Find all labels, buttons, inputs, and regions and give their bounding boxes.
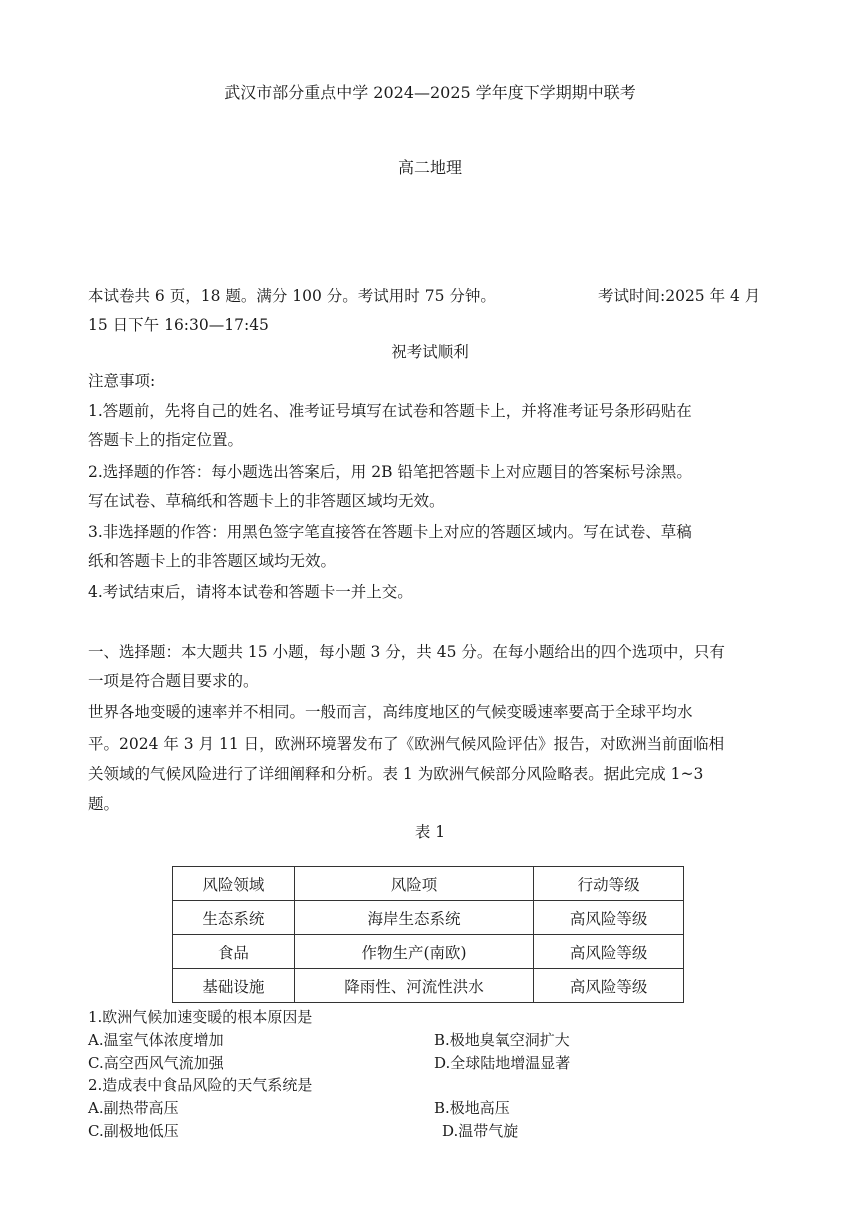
table-header-cell: 风险领域 bbox=[173, 867, 295, 901]
table-header-row bbox=[173, 867, 684, 901]
passage-line: 题。 bbox=[88, 795, 120, 813]
table-header-cell: 风险项 bbox=[294, 867, 534, 901]
notice-line: 写在试卷、草稿纸和答题卡上的非答题区域均无效。 bbox=[88, 492, 445, 510]
question-option: A.温室气体浓度增加 bbox=[88, 1031, 224, 1049]
notice-line: 3.非选择题的作答：用黑色签字笔直接答在答题卡上对应的答题区域内。写在试卷、草稿 bbox=[88, 523, 692, 541]
passage-line: 关领域的气候风险进行了详细阐释和分析。表 1 为欧洲气候部分风险略表。据此完成 1~3 bbox=[88, 765, 704, 783]
question-stem: 2.造成表中食品风险的天气系统是 bbox=[88, 1076, 313, 1094]
notice-line: 4.考试结束后，请将本试卷和答题卡一并上交。 bbox=[88, 583, 413, 601]
question-option: D.全球陆地增温显著 bbox=[434, 1054, 571, 1072]
table-cell: 高风险等级 bbox=[534, 935, 684, 969]
exam-time-continued: 15 日下午 16:30—17:45 bbox=[88, 316, 269, 334]
notice-heading: 注意事项: bbox=[88, 372, 156, 390]
notice-line: 纸和答题卡上的非答题区域均无效。 bbox=[88, 552, 337, 570]
blessing: 祝考试顺利 bbox=[391, 343, 469, 361]
table-header-cell: 行动等级 bbox=[534, 867, 684, 901]
question-stem: 1.欧洲气候加速变暖的根本原因是 bbox=[88, 1008, 313, 1026]
risk-table bbox=[172, 866, 684, 1003]
notice-line: 2.选择题的作答：每小题选出答案后，用 2B 铅笔把答题卡上对应题目的答案标号涂黑。 bbox=[88, 463, 692, 481]
question-option: B.极地臭氧空洞扩大 bbox=[434, 1031, 570, 1049]
table-cell: 生态系统 bbox=[173, 901, 295, 935]
table-caption: 表 1 bbox=[414, 823, 446, 841]
table-cell: 高风险等级 bbox=[534, 969, 684, 1003]
table-row bbox=[173, 969, 684, 1003]
table-cell: 食品 bbox=[173, 935, 295, 969]
question-option: B.极地高压 bbox=[434, 1099, 510, 1117]
table-cell: 基础设施 bbox=[173, 969, 295, 1003]
exam-title: 武汉市部分重点中学 2024—2025 学年度下学期期中联考 bbox=[224, 83, 636, 102]
question-option: D.温带气旋 bbox=[442, 1122, 519, 1140]
table-row bbox=[173, 901, 684, 935]
passage-line: 世界各地变暖的速率并不相同。一般而言，高纬度地区的气候变暖速率要高于全球平均水 bbox=[88, 703, 693, 721]
table-cell: 高风险等级 bbox=[534, 901, 684, 935]
section-intro: 一项是符合题目要求的。 bbox=[88, 672, 259, 690]
notice-line: 1.答题前，先将自己的姓名、准考证号填写在试卷和答题卡上，并将准考证号条形码贴在 bbox=[88, 402, 692, 420]
passage-line: 平。2024 年 3 月 11 日，欧洲环境署发布了《欧洲气候风险评估》报告，对欧洲当前面临相 bbox=[88, 735, 725, 753]
exam-subject: 高二地理 bbox=[397, 158, 462, 177]
table-cell: 降雨性、河流性洪水 bbox=[294, 969, 534, 1003]
question-option: C.副极地低压 bbox=[88, 1122, 179, 1140]
table-cell: 作物生产(南欧) bbox=[294, 935, 534, 969]
question-option: A.副热带高压 bbox=[88, 1099, 179, 1117]
section-intro: 一、选择题：本大题共 15 小题，每小题 3 分，共 45 分。在每小题给出的四个选项中，只有 bbox=[88, 643, 725, 661]
exam-info-line: 本试卷共 6 页，18 题。满分 100 分。考试用时 75 分钟。 bbox=[88, 287, 496, 305]
table-row bbox=[173, 935, 684, 969]
notice-line: 答题卡上的指定位置。 bbox=[88, 431, 244, 449]
exam-time: 考试时间:2025 年 4 月 bbox=[598, 287, 761, 305]
question-option: C.高空西风气流加强 bbox=[88, 1054, 224, 1072]
table-cell: 海岸生态系统 bbox=[294, 901, 534, 935]
